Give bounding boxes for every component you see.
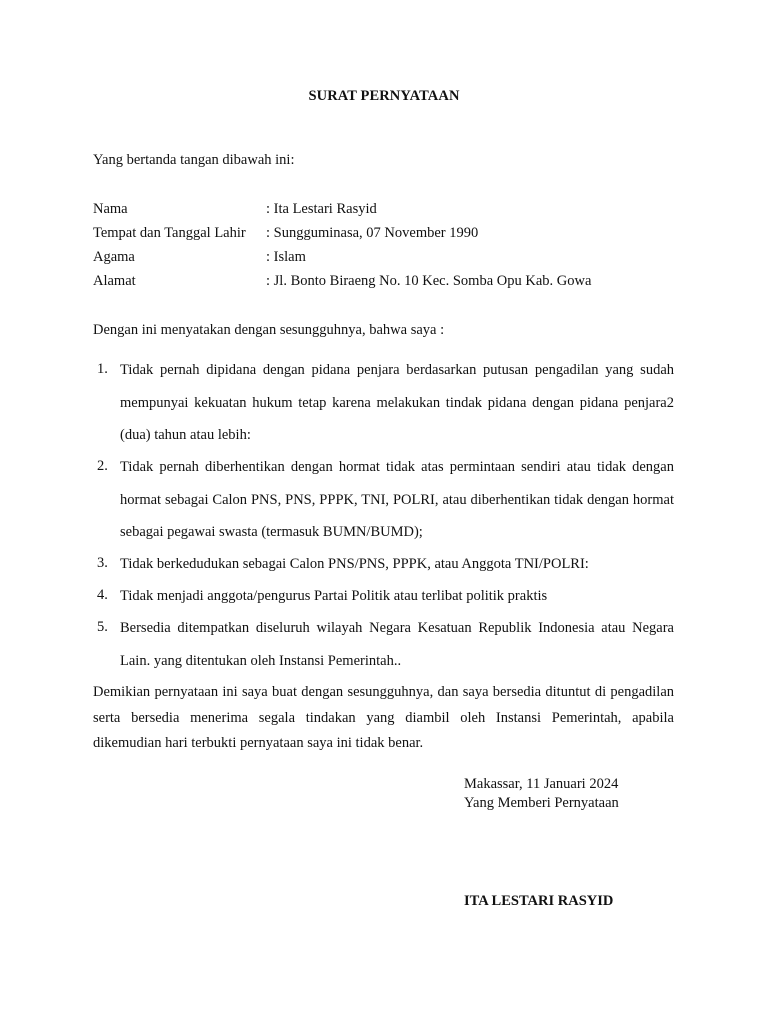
- list-item: [93, 458, 674, 555]
- list-number: 2.: [97, 458, 108, 474]
- identity-value: : Sungguminasa, 07 November 1990: [266, 224, 478, 248]
- list-text: Tidak pernah dipidana dengan pidana penjara berdasarkan putusan pengadilan yang sudah mempunyai kekuatan hukum tetap karena melakukan tindak pidana dengan pidana penjara2 (dua) tahun atau lebih:: [120, 362, 674, 443]
- identity-label: Nama: [93, 201, 128, 217]
- identity-row-address: [93, 272, 591, 296]
- list-number: 5.: [97, 619, 108, 635]
- document-title: SURAT PERNYATAAN: [308, 88, 460, 104]
- list-number: 3.: [97, 555, 108, 571]
- signature-caption: Yang Memberi Pernyataan: [464, 794, 619, 811]
- statement-list: [93, 361, 674, 679]
- list-text: Tidak berkedudukan sebagai Calon PNS/PNS, PPPK, atau Anggota TNI/POLRI:: [120, 556, 589, 572]
- signature-block: [464, 775, 619, 812]
- list-text: Tidak menjadi anggota/pengurus Partai Politik atau terlibat politik praktis: [120, 588, 548, 604]
- list-number: 4.: [97, 587, 108, 603]
- list-item: [93, 361, 674, 458]
- place-date: Makassar, 11 Januari 2024: [464, 776, 619, 792]
- identity-row-birth: [93, 224, 591, 248]
- statement-intro: Dengan ini menyatakan dengan sesungguhnya, bahwa saya :: [93, 322, 445, 338]
- identity-label: Tempat dan Tanggal Lahir: [93, 225, 246, 241]
- list-item: [93, 619, 674, 679]
- list-text: Tidak pernah diberhentikan dengan hormat tidak atas permintaan sendiri atau tidak dengan hormat sebagai Calon PNS, PNS, PPPK, TNI, POLRI, atau diberhentikan tidak dengan hormat sebagai pegawai swasta (termasuk BUMN/BUMD);: [120, 459, 674, 540]
- signer-name: ITA LESTARI RASYID: [464, 893, 614, 909]
- identity-value: : Jl. Bonto Biraeng No. 10 Kec. Somba Opu Kab. Gowa: [266, 272, 591, 296]
- list-number: 1.: [97, 361, 108, 377]
- closing-paragraph: Demikian pernyataan ini saya buat dengan sesungguhnya, dan saya bersedia dituntut di pengadilan serta bersedia menerima segala tindakan yang diambil oleh Instansi Pemerintah, apabila dikemudian hari terbukti pernyataan saya ini tidak benar.: [93, 684, 674, 751]
- list-text: Bersedia ditempatkan diseluruh wilayah Negara Kesatuan Republik Indonesia atau Negara Lain. yang ditentukan oleh Instansi Pemerintah..: [120, 620, 674, 669]
- identity-value: : Ita Lestari Rasyid: [266, 200, 377, 224]
- identity-row-name: [93, 200, 591, 224]
- identity-label: Agama: [93, 249, 135, 265]
- identity-label: Alamat: [93, 273, 136, 289]
- identity-row-religion: [93, 248, 591, 272]
- identity-block: [93, 200, 591, 296]
- identity-value: : Islam: [266, 248, 306, 272]
- intro-text: Yang bertanda tangan dibawah ini:: [93, 152, 295, 168]
